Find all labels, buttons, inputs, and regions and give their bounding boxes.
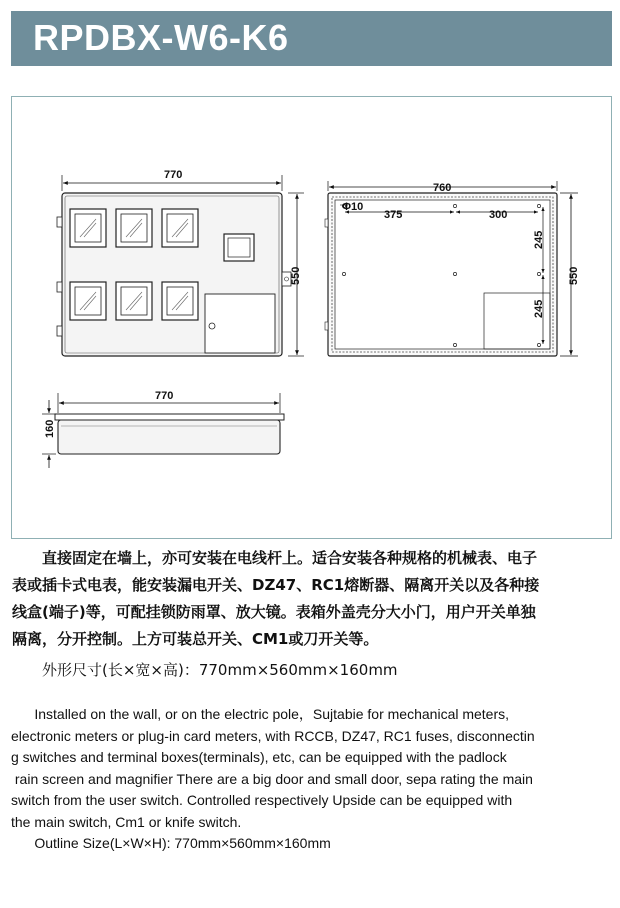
spacing-300-label: 300 [489,209,508,221]
product-title: RPDBX-W6-K6 [33,17,289,58]
zh-line: 表或插卡式电表，能安装漏电开关、DZ47、RC1熔断器、隔离开关以及各种接 [12,576,540,594]
en-line: Installed on the wall, or on the electric pole，Sujtabie for mechanical meters, [11,706,510,722]
meter-window [116,282,152,320]
zh-line: 线盒(端子)等，可配挂锁防雨罩、放大镜。表箱外盖壳分大小门，用户开关单独 [12,603,536,621]
front-width-label: 770 [164,169,183,181]
back-view [325,181,580,356]
meter-window [70,282,106,320]
en-size-line: Outline Size(L×W×H): 770mm×560mm×160mm [11,835,331,851]
description-english [11,704,615,855]
en-line: switch from the user switch. Controlled respectively Upside can be equipped with [11,792,513,808]
zh-line: 直接固定在墙上，亦可安装在电线杆上。适合安装各种规格的机械表、电子 [12,549,538,567]
zh-line: 隔离，分开控制。上方可装总开关、CM1或刀开关等。 [12,630,379,648]
meter-window [116,209,152,247]
bottom-width-label: 770 [155,390,174,402]
hole-diameter-label: Φ10 [342,201,364,213]
zh-size-line: 外形尺寸(长×宽×高)：770mm×560mm×160mm [12,661,398,679]
meter-window [162,282,198,320]
technical-drawing-frame [11,96,612,539]
bottom-view [42,390,284,468]
front-height-label: 550 [290,266,302,285]
small-door [205,294,275,353]
en-line: the main switch, Cm1 or knife switch. [11,813,242,830]
front-view [57,169,304,356]
en-line: electronic meters or plug-in card meters, with RCCB, DZ47, RC1 fuses, disconnectin [11,727,535,744]
back-width-label: 760 [433,182,452,194]
en-line: rain screen and magnifier There are a big door and small door, sepa rating the main [11,770,533,787]
vertical-245-bottom-label: 245 [533,299,545,318]
title-banner [11,11,612,66]
vertical-245-top-label: 245 [533,230,545,249]
description-chinese [12,545,612,684]
meter-window [162,209,198,247]
back-height-label: 550 [568,266,580,285]
technical-drawing [12,97,611,538]
spacing-375-label: 375 [384,209,403,221]
bottom-depth-label: 160 [44,419,56,438]
en-line: g switches and terminal boxes(terminals), etc, can be equipped with the padlock [11,749,507,765]
meter-window [70,209,106,247]
